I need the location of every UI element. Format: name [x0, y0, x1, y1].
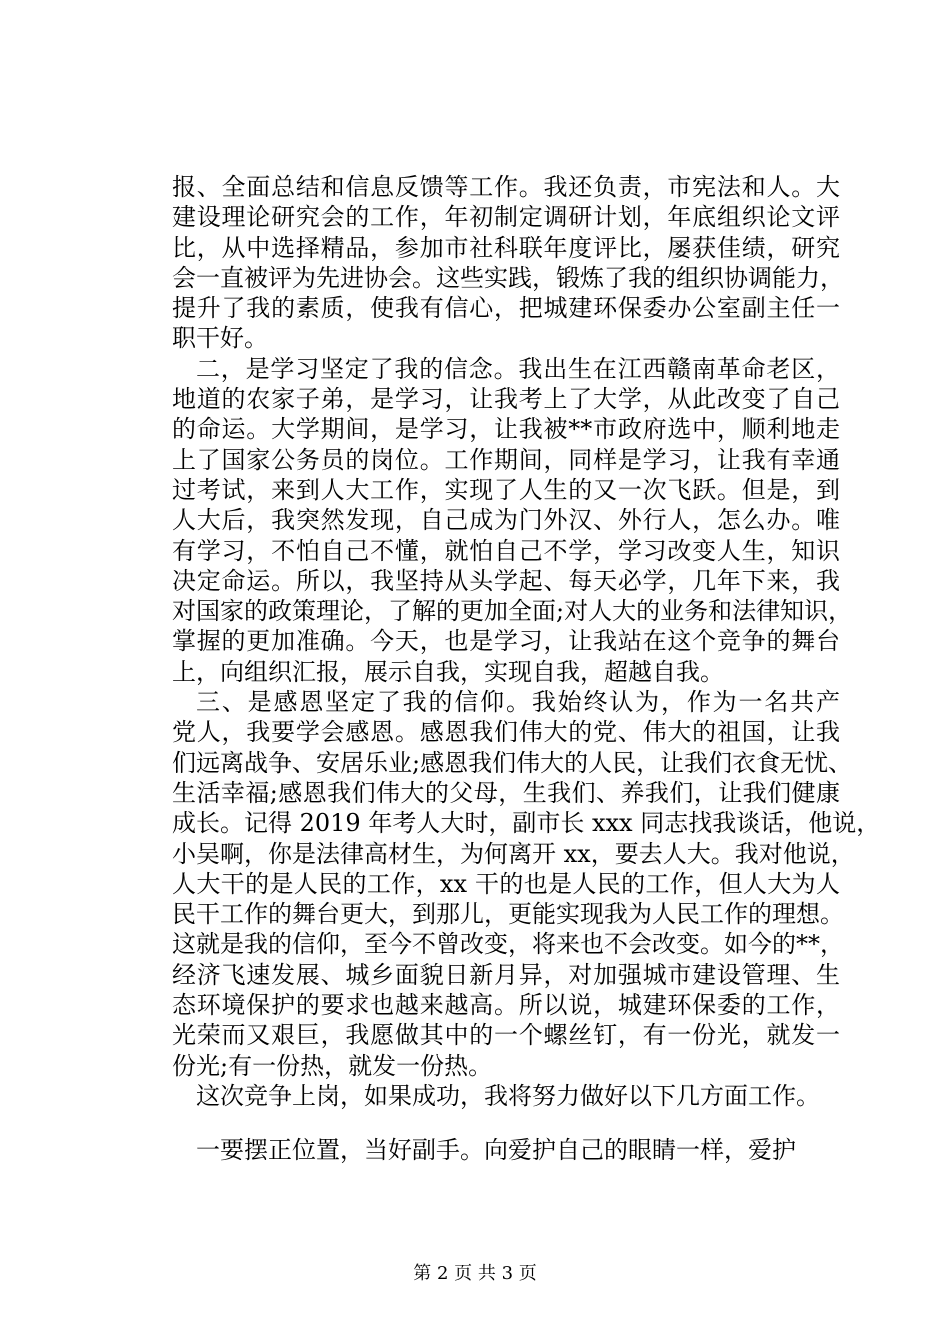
text-line: 一要摆正位置，当好副手。向爱护自己的眼睛一样，爱护	[196, 1136, 796, 1165]
text-line: 职干好。	[172, 324, 268, 353]
text-line: 党人，我要学会感恩。感恩我们伟大的党、伟大的祖国，让我	[172, 718, 840, 747]
text-line: 建设理论研究会的工作，年初制定调研计划，年底组织论文评	[172, 203, 840, 232]
text-line: 有学习，不怕自己不懂，就怕自己不学，学习改变人生，知识	[172, 536, 840, 565]
text-line: 掌握的更加准确。今天，也是学习，让我站在这个竞争的舞台	[172, 627, 840, 656]
text-line: 上了国家公务员的岗位。工作期间，同样是学习，让我有幸通	[172, 445, 840, 474]
text-line: 的命运。大学期间，是学习，让我被**市政府选中，顺利地走	[172, 415, 840, 444]
text-line: 光荣而又艰巨，我愿做其中的一个螺丝钉，有一份光，就发一	[172, 1021, 840, 1050]
text-line: 报、全面总结和信息反馈等工作。我还负责，市宪法和人。大	[172, 173, 840, 201]
text-line: 地道的农家子弟，是学习，让我考上了大学，从此改变了自己	[172, 385, 840, 414]
paragraph-2	[172, 354, 853, 687]
text-line: 比，从中选择精品，参加市社科联年度评比，屡获佳绩，研究	[172, 233, 840, 262]
text-line: 经济飞速发展、城乡面貌日新月异，对加强城市建设管理、生	[172, 960, 840, 989]
text-line: 二，是学习坚定了我的信念。我出生在江西赣南革命老区，	[196, 354, 840, 383]
text-line: 提升了我的素质，使我有信心，把城建环保委办公室副主任一	[172, 294, 840, 323]
text-line: 对国家的政策理论，了解的更加全面;对人大的业务和法律知识，	[172, 597, 853, 626]
text-line: 小吴啊，你是法律高材生，为何离开 xx，要去人大。我对他说，	[172, 839, 855, 868]
text-line: 生活幸福;感恩我们伟大的父母，生我们、养我们，让我们健康	[172, 778, 840, 807]
text-line: 人大干的是人民的工作，xx 干的也是人民的工作，但人大为人	[172, 869, 840, 898]
text-line: 民干工作的舞台更大，到那儿，更能实现我为人民工作的理想。	[172, 900, 844, 929]
text-line: 这次竞争上岗，如果成功，我将努力做好以下几方面工作。	[196, 1081, 820, 1110]
paragraph-4	[172, 1081, 840, 1111]
document-body	[172, 172, 881, 1166]
text-line: 成长。记得 2019 年考人大时，副市长 xxx 同志找我谈话，他说，	[172, 809, 881, 838]
text-line: 三、是感恩坚定了我的信仰。我始终认为，作为一名共产	[196, 688, 840, 717]
text-line: 态环境保护的要求也越来越高。所以说，城建环保委的工作，	[172, 991, 840, 1020]
paragraph-3	[172, 687, 881, 1081]
text-line: 份光;有一份热，就发一份热。	[172, 1051, 493, 1080]
text-line: 决定命运。所以，我坚持从头学起、每天必学，几年下来，我	[172, 566, 840, 595]
text-line: 过考试，来到人大工作，实现了人生的又一次飞跃。但是，到	[172, 475, 840, 504]
page-number-footer: 第 2 页 共 3 页	[413, 1263, 537, 1284]
text-line: 上，向组织汇报，展示自我，实现自我，超越自我。	[172, 657, 724, 686]
text-line: 人大后，我突然发现，自己成为门外汉、外行人，怎么办。唯	[172, 506, 840, 535]
paragraph-1	[172, 172, 844, 354]
paragraph-5	[172, 1135, 840, 1165]
text-line: 会一直被评为先进协会。这些实践，锻炼了我的组织协调能力，	[172, 263, 844, 292]
text-line: 这就是我的信仰，至今不曾改变，将来也不会改变。如今的**，	[172, 930, 844, 959]
text-line: 们远离战争、安居乐业;感恩我们伟大的人民，让我们衣食无忧、	[172, 748, 853, 777]
